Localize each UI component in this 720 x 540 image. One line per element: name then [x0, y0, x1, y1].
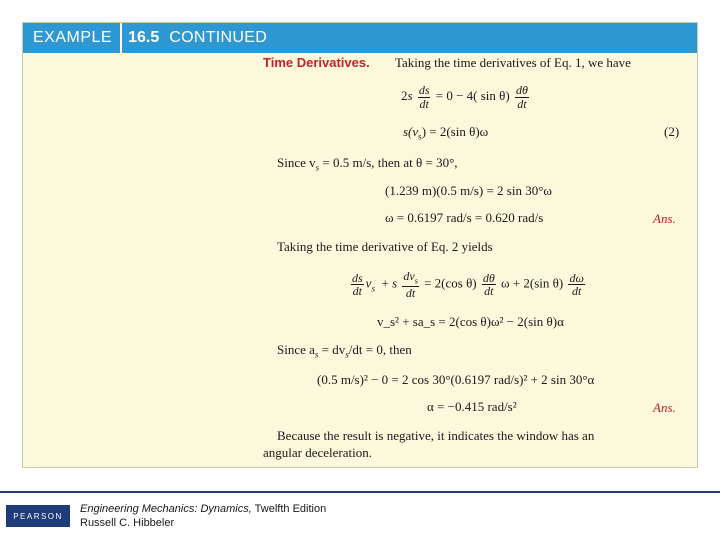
section-title: Time Derivatives.	[263, 55, 370, 70]
answer-label-1: Ans.	[653, 211, 676, 226]
conclusion-line-1: Because the result is negative, it indicates the window has an	[277, 428, 595, 443]
example-label: EXAMPLE	[23, 23, 122, 53]
since-as-text: Since $a_s = dv_s/dt = 0$, then	[277, 342, 412, 360]
taking-derivative-text: Taking the time derivative of Eq. 2 yields	[277, 239, 493, 254]
intro-text: Taking the time derivatives of Eq. 1, we have	[395, 55, 631, 70]
footer-book-title: Engineering Mechanics: Dynamics, Twelfth Edition	[80, 503, 327, 515]
calc-line-4: α = −0.415 rad/s²	[427, 399, 517, 414]
calc-line-3: (0.5 m/s)² − 0 = 2 cos 30°(0.6197 rad/s)² + 2 sin 30°α	[317, 372, 595, 387]
equation-2: $s(v_s) = 2(\sin$ θ)ω	[403, 124, 489, 142]
answer-label-2: Ans.	[653, 400, 676, 415]
since-vs-text: Since $v_s = 0.5$ m/s, then at θ = 30°,	[277, 155, 458, 173]
conclusion-line-2: angular deceleration.	[263, 445, 372, 460]
example-panel	[22, 22, 698, 468]
calc-line-1: (1.239 m)(0.5 m/s) = 2 sin 30°ω	[385, 183, 552, 198]
equation-1: 2s $\frac{ds}{dt}$ = 0 − 4( sin θ) $\frac{d\theta}{dt}$	[401, 83, 528, 111]
pearson-logo: PEARSON	[6, 505, 70, 527]
equation-4: v_s² + sa_s = 2(cos θ)ω² − 2(sin θ)α	[377, 314, 564, 329]
calc-line-2: ω = 0.6197 rad/s = 0.620 rad/s	[385, 210, 544, 225]
example-number: 16.5	[128, 29, 160, 46]
equation-2-number: (2)	[664, 124, 680, 139]
footer-author: Russell C. Hibbeler	[80, 517, 175, 529]
footer-divider	[0, 491, 720, 493]
continued-label: CONTINUED	[169, 29, 268, 46]
example-header	[23, 23, 697, 53]
equation-3: $\frac{ds}{dt}$ $v_s + s$ $\frac{dv_s}{dt}$ = 2(cos θ) $\frac{d\theta}{dt}$ ω + 2(sin θ) $\frac{d\omega}{dt}$	[352, 269, 584, 300]
